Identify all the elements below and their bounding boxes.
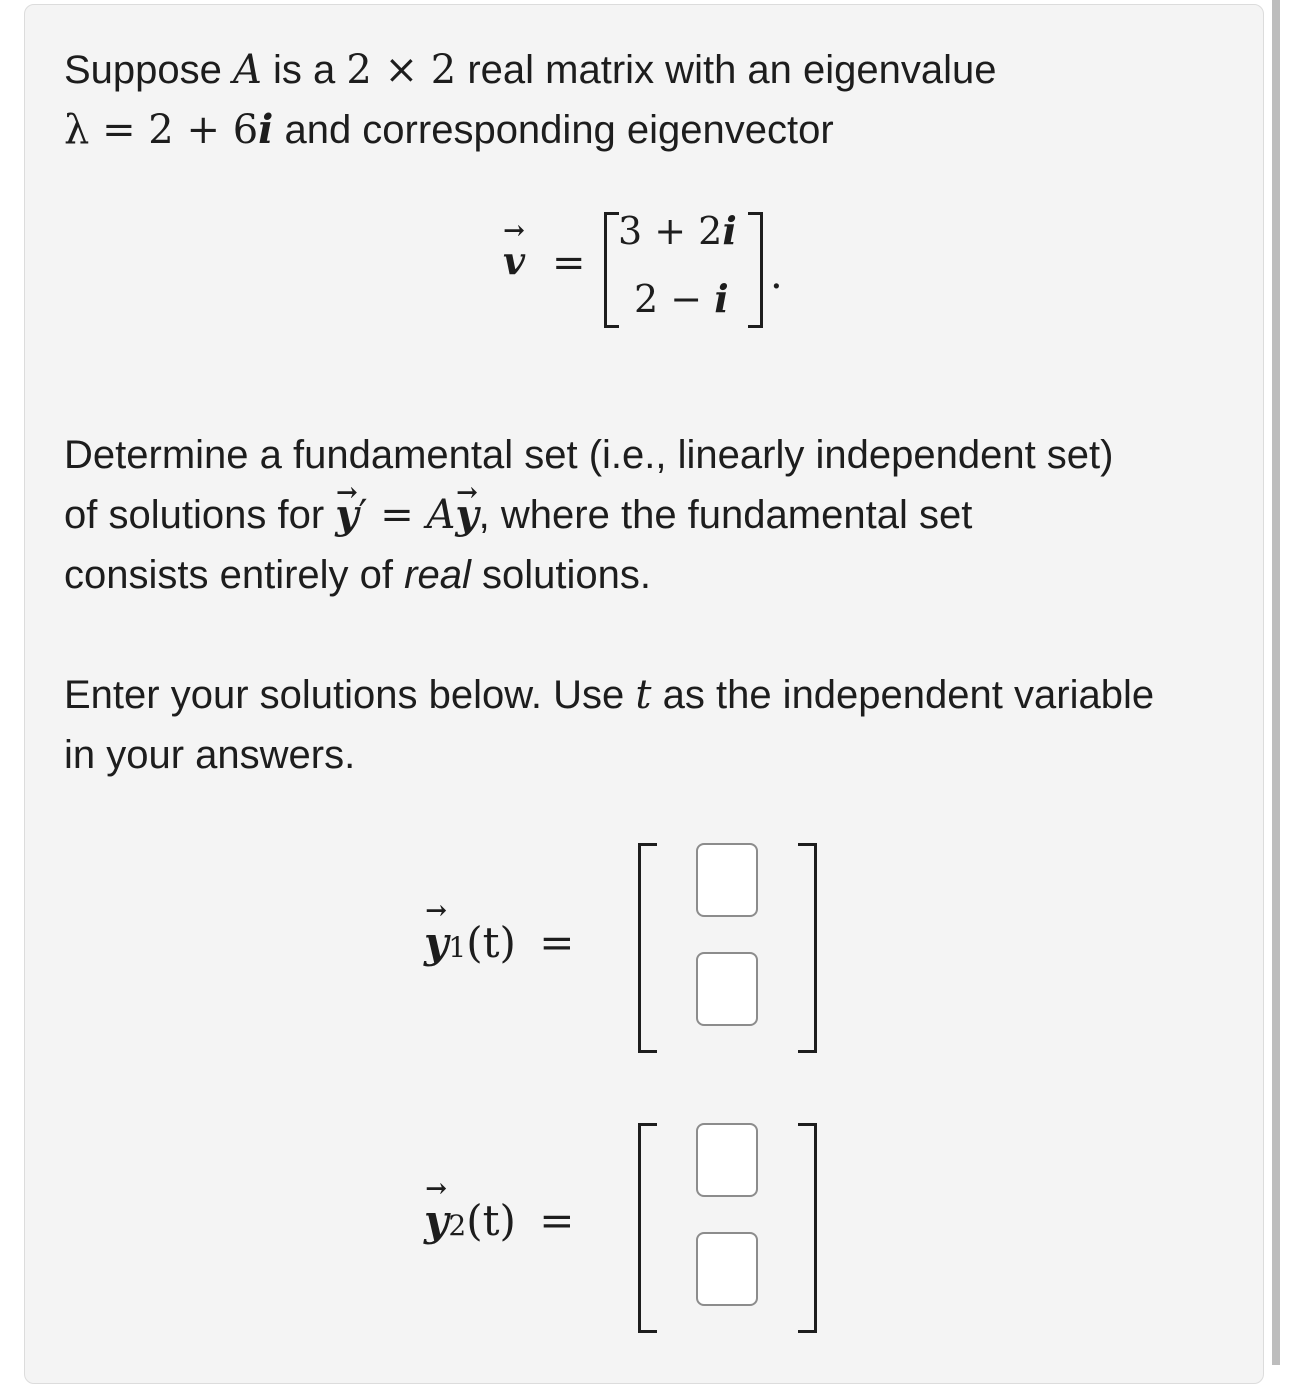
y1-left-bracket: [638, 843, 657, 1053]
right-bracket: [748, 212, 763, 328]
instructions-line-2: of solutions for → y′ = A→ y, where the fundamental set: [64, 485, 1234, 545]
equals-sign: =: [552, 240, 586, 286]
entry-instructions-line-2: in your answers.: [64, 733, 356, 777]
entry-instructions-line-1: Enter your solutions below. Use t as the independent variable: [64, 672, 1155, 718]
y2-right-bracket: [798, 1123, 817, 1333]
period: .: [770, 252, 783, 298]
y1-component-2-input[interactable]: [696, 952, 758, 1026]
eigenvector-top-entry: 3 + 2i: [618, 208, 737, 253]
left-bracket: [604, 212, 619, 328]
y2-label: → y2(t) =: [424, 1196, 574, 1245]
y2-component-2-input[interactable]: [696, 1232, 758, 1306]
instructions-line-1: Determine a fundamental set (i.e., linearly independent set): [64, 433, 1114, 477]
y1-label: → y1(t) =: [424, 918, 574, 967]
instructions-line-3: consists entirely of real solutions.: [64, 553, 651, 597]
y2-left-bracket: [638, 1123, 657, 1333]
problem-statement-line-2: λ = 2 + 6i and corresponding eigenvector: [64, 106, 834, 153]
y1-right-bracket: [798, 843, 817, 1053]
problem-statement-line-1: Suppose A is a 2 × 2 real matrix with an eigenvalue: [64, 47, 997, 93]
y2-component-1-input[interactable]: [696, 1123, 758, 1197]
eigenvector-bottom-entry: 2 − i: [634, 276, 729, 321]
scrollbar[interactable]: [1272, 0, 1280, 1365]
y1-component-1-input[interactable]: [696, 843, 758, 917]
eigenvector-symbol: → v: [503, 238, 525, 283]
